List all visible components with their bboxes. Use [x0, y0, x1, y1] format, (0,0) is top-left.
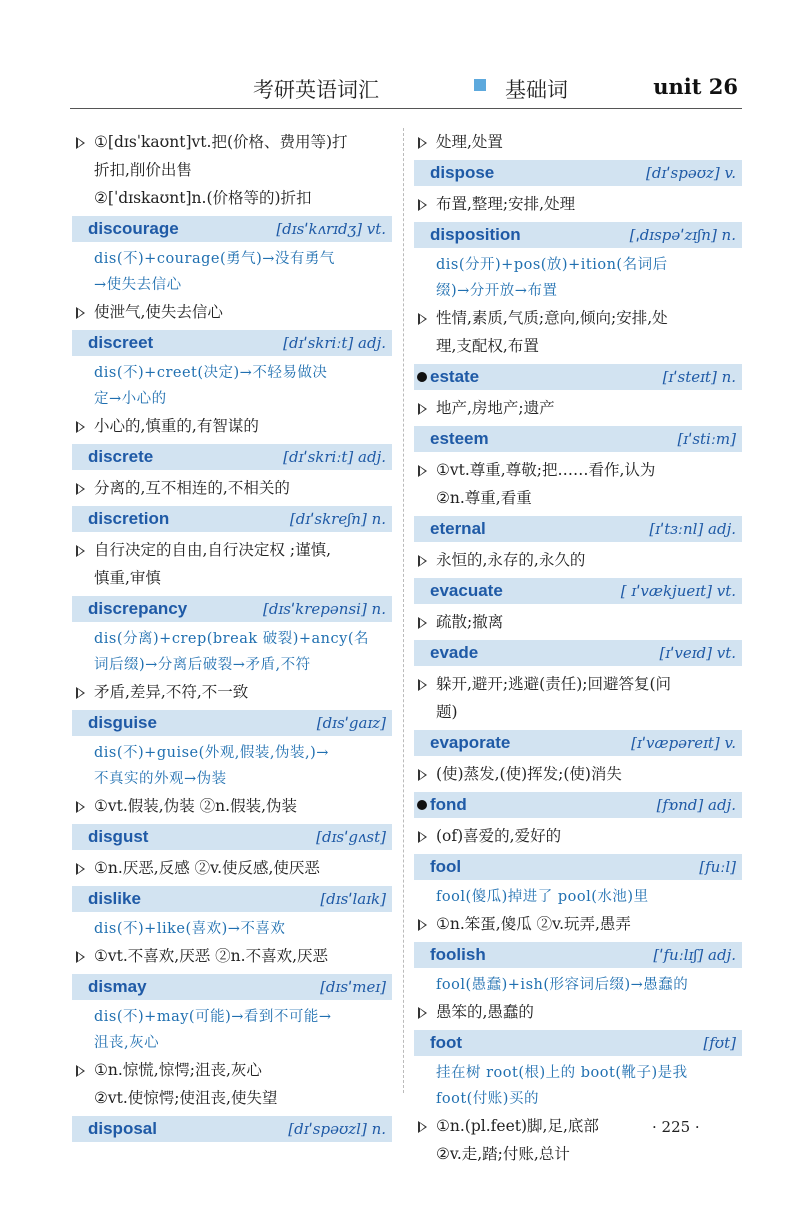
headword-eternal: [414, 516, 742, 542]
triangle-marker-icon: [76, 687, 85, 699]
headword-foolish: [414, 942, 742, 968]
pronunciation: [ˌdɪspəˈzɪʃn] n.: [629, 226, 736, 244]
triangle-marker-icon: [76, 801, 85, 813]
definition-line: [72, 412, 392, 440]
triangle-marker-icon: [418, 1121, 427, 1133]
headword-evacuate: [414, 578, 742, 604]
pronunciation: [ɪˈsteɪt] n.: [662, 368, 736, 386]
definition-line: [72, 156, 392, 184]
triangle-marker-icon: [76, 951, 85, 963]
triangle-marker-icon: [76, 421, 85, 433]
definition-text: ①n.笨蛋,傻瓜 ②v.玩弄,愚弄: [436, 915, 631, 933]
triangle-marker-icon: [76, 307, 85, 319]
definition-line: [72, 1056, 392, 1084]
definition-text: 躲开,避开;逃避(责任);回避答复(问: [436, 675, 672, 693]
headword-discrete: [72, 444, 392, 470]
headword-disposition: [414, 222, 742, 248]
triangle-marker-icon: [418, 919, 427, 931]
pronunciation: [dɪˈspəʊzl] n.: [288, 1120, 386, 1138]
headword-estate: [414, 364, 742, 390]
triangle-marker-icon: [418, 137, 427, 149]
definition-text: 处理,处置: [436, 133, 503, 151]
etymology-line: fool(傻瓜)掉进了 pool(水池)里: [436, 889, 649, 905]
headword-text: foot: [430, 1033, 463, 1052]
headword-text: dismay: [88, 977, 147, 996]
headword-text: estate: [430, 367, 480, 386]
triangle-marker-icon: [418, 769, 427, 781]
definition-line: [72, 474, 392, 502]
triangle-marker-icon: [418, 1007, 427, 1019]
triangle-marker-icon: [418, 617, 427, 629]
etymology-line: dis(不)+like(喜欢)→不喜欢: [94, 921, 286, 937]
headword-text: dislike: [88, 889, 141, 908]
definition-text: ②[ˈdɪskaʊnt]n.(价格等的)折扣: [94, 189, 312, 207]
definition-line: [414, 484, 742, 512]
definition-text: ②n.尊重,看重: [436, 489, 532, 507]
headword-text: evaporate: [430, 733, 511, 752]
page-header: [70, 70, 742, 110]
headword-text: discrepancy: [88, 599, 188, 618]
headword-evaporate: [414, 730, 742, 756]
headword-foot: [414, 1030, 742, 1056]
definition-text: (使)蒸发,(使)挥发;(使)消失: [436, 765, 622, 783]
unit-label: unit 26: [653, 74, 738, 99]
pronunciation: [dɪsˈgʌst]: [316, 828, 386, 846]
headword-text: disposition: [430, 225, 521, 244]
definition-line: [72, 678, 392, 706]
definition-line: [414, 128, 742, 156]
definition-text: 疏散;撤离: [436, 613, 504, 631]
headword-text: evacuate: [430, 581, 503, 600]
definition-text: 折扣,削价出售: [94, 161, 192, 179]
definition-text: 地产,房地产;遗产: [436, 399, 555, 417]
triangle-marker-icon: [418, 555, 427, 567]
triangle-marker-icon: [76, 483, 85, 495]
triangle-marker-icon: [76, 137, 85, 149]
definition-line: [72, 564, 392, 592]
headword-fool: [414, 854, 742, 880]
definition-line: [414, 332, 742, 360]
definition-text: 使泄气,使失去信心: [94, 303, 223, 321]
pronunciation: [ˈfuːlɪʃ] adj.: [653, 946, 736, 964]
definition-text: 愚笨的,愚蠢的: [436, 1003, 534, 1021]
headword-text: fool: [430, 857, 462, 876]
headword-dislike: [72, 886, 392, 912]
headword-text: discreet: [88, 333, 154, 352]
headword-fond: [414, 792, 742, 818]
headword-text: fond: [430, 795, 467, 814]
pronunciation: [ɪˈveɪd] vt.: [659, 644, 736, 662]
headword-dispose: [414, 160, 742, 186]
definition-line: [414, 998, 742, 1026]
definition-line: [414, 608, 742, 636]
definition-text: 慎重,审慎: [94, 569, 161, 587]
definition-text: ①vt.不喜欢,厌恶 ②n.不喜欢,厌恶: [94, 947, 328, 965]
etymology-line: dis(不)+guise(外观,假装,伪装,)→: [94, 745, 329, 761]
definition-line: [72, 1084, 392, 1112]
definition-line: [72, 298, 392, 326]
pronunciation: [ɪˈtɜːnl] adj.: [649, 520, 736, 538]
definition-line: [414, 822, 742, 850]
etymology-line: 词后缀)→分离后破裂→矛盾,不符: [94, 657, 311, 673]
definition-line: [414, 760, 742, 788]
triangle-marker-icon: [418, 199, 427, 211]
triangle-marker-icon: [418, 831, 427, 843]
definition-line: [414, 1140, 742, 1168]
pronunciation: [dɪˈskreʃn] n.: [289, 510, 386, 528]
definition-text: ①n.(pl.feet)脚,足,底部: [436, 1117, 599, 1135]
definition-text: (of)喜爱的,爱好的: [436, 827, 562, 845]
definition-text: ①n.惊慌,惊愕;沮丧,灰心: [94, 1061, 262, 1079]
headword-text: disposal: [88, 1119, 157, 1138]
headword-dismay: [72, 974, 392, 1000]
headword-disguise: [72, 710, 392, 736]
definition-line: [414, 670, 742, 698]
left-column: [72, 128, 392, 1146]
pronunciation: [fuːl]: [699, 858, 736, 876]
definition-text: 自行决定的自由,自行决定权 ;谨慎,: [94, 541, 332, 559]
pronunciation: [dɪsˈgaɪz]: [316, 714, 386, 732]
headword-text: discourage: [88, 219, 179, 238]
headword-disposal: [72, 1116, 392, 1142]
definition-line: [414, 304, 742, 332]
pronunciation: [dɪsˈmeɪ]: [320, 978, 386, 996]
triangle-marker-icon: [418, 679, 427, 691]
headword-text: foolish: [430, 945, 486, 964]
page-number: · 225 ·: [652, 1118, 700, 1136]
headword-text: esteem: [430, 429, 489, 448]
key-word-bullet-icon: [417, 800, 427, 810]
pronunciation: [ɪˈstiːm]: [677, 430, 736, 448]
headword-text: discretion: [88, 509, 170, 528]
definition-line: [414, 910, 742, 938]
definition-line: [72, 942, 392, 970]
headword-text: dispose: [430, 163, 495, 182]
definition-text: ①[dɪsˈkaʊnt]vt.把(价格、费用等)打: [94, 133, 348, 151]
definition-text: 分离的,互不相连的,不相关的: [94, 479, 290, 497]
headword-discourage: [72, 216, 392, 242]
etymology-line: fool(愚蠢)+ish(形容词后缀)→愚蠢的: [436, 977, 689, 993]
pronunciation: [dɪsˈlaɪk]: [320, 890, 386, 908]
etymology-line: 挂在树 root(根)上的 boot(靴子)是我: [436, 1065, 688, 1081]
definition-line: [414, 698, 742, 726]
etymology-line: dis(不)+may(可能)→看到不可能→: [94, 1009, 332, 1025]
etymology-line: dis(分开)+pos(放)+ition(名词后: [436, 257, 668, 273]
headword-esteem: [414, 426, 742, 452]
triangle-marker-icon: [76, 545, 85, 557]
key-word-bullet-icon: [417, 372, 427, 382]
definition-text: 小心的,慎重的,有智谋的: [94, 417, 259, 435]
headword-text: evade: [430, 643, 479, 662]
pronunciation: [dɪˈskriːt] adj.: [283, 334, 386, 352]
pronunciation: [dɪsˈkrepənsi] n.: [262, 600, 386, 618]
pronunciation: [ ɪˈvækjueɪt] vt.: [620, 582, 736, 600]
etymology-line: dis(不)+creet(决定)→不轻易做决: [94, 365, 328, 381]
definition-text: ①vt.尊重,尊敬;把……看作,认为: [436, 461, 656, 479]
column-divider: [403, 128, 404, 1093]
pronunciation: [fʊt]: [703, 1034, 736, 1052]
definition-line: [72, 184, 392, 212]
pronunciation: [dɪˈskriːt] adj.: [283, 448, 386, 466]
pronunciation: [fɒnd] adj.: [656, 796, 736, 814]
definition-text: 永恒的,永存的,永久的: [436, 551, 586, 569]
book-title: 考研英语词汇: [253, 78, 379, 102]
definition-text: 理,支配权,布置: [436, 337, 539, 355]
etymology-line: 缀)→分开放→布置: [436, 283, 558, 299]
definition-text: 矛盾,差异,不符,不一致: [94, 683, 249, 701]
definition-line: [72, 854, 392, 882]
triangle-marker-icon: [418, 313, 427, 325]
definition-line: [414, 546, 742, 574]
headword-discreet: [72, 330, 392, 356]
etymology-line: 定→小心的: [94, 391, 167, 407]
etymology-line: 不真实的外观→伪装: [94, 771, 227, 787]
definition-text: ②v.走,踏;付账,总计: [436, 1145, 570, 1163]
headword-text: discrete: [88, 447, 154, 466]
triangle-marker-icon: [76, 1065, 85, 1077]
definition-text: ①n.厌恶,反感 ②v.使反感,使厌恶: [94, 859, 320, 877]
pronunciation: [dɪˈspəʊz] v.: [646, 164, 736, 182]
triangle-marker-icon: [418, 403, 427, 415]
definition-text: 布置,整理;安排,处理: [436, 195, 576, 213]
headword-text: disgust: [88, 827, 149, 846]
etymology-line: foot(付账)买的: [436, 1091, 539, 1107]
etymology-line: →使失去信心: [94, 277, 182, 293]
definition-line: [72, 536, 392, 564]
definition-text: ②vt.使惊愕;使沮丧,使失望: [94, 1089, 278, 1107]
definition-line: [414, 190, 742, 218]
headword-discretion: [72, 506, 392, 532]
headword-text: eternal: [430, 519, 486, 538]
definition-text: 性情,素质,气质;意向,倾向;安排,处: [436, 309, 668, 327]
headword-text: disguise: [88, 713, 157, 732]
square-icon: [474, 79, 486, 91]
headword-discrepancy: [72, 596, 392, 622]
right-column: [414, 128, 742, 1168]
definition-line: [72, 128, 392, 156]
etymology-line: 沮丧,灰心: [94, 1035, 160, 1051]
definition-text: ①vt.假装,伪装 ②n.假装,伪装: [94, 797, 297, 815]
headword-evade: [414, 640, 742, 666]
headword-disgust: [72, 824, 392, 850]
section-title: 基础词: [505, 78, 568, 102]
etymology-line: dis(不)+courage(勇气)→没有勇气: [94, 251, 335, 267]
triangle-marker-icon: [418, 465, 427, 477]
etymology-line: dis(分离)+crep(break 破裂)+ancy(名: [94, 631, 369, 647]
triangle-marker-icon: [76, 863, 85, 875]
header-rule: [70, 108, 742, 109]
pronunciation: [dɪsˈkʌrɪdʒ] vt.: [276, 220, 386, 238]
definition-line: [72, 792, 392, 820]
definition-text: 题): [436, 703, 458, 721]
definition-line: [414, 456, 742, 484]
definition-line: [414, 394, 742, 422]
pronunciation: [ɪˈvæpəreɪt] v.: [631, 734, 736, 752]
